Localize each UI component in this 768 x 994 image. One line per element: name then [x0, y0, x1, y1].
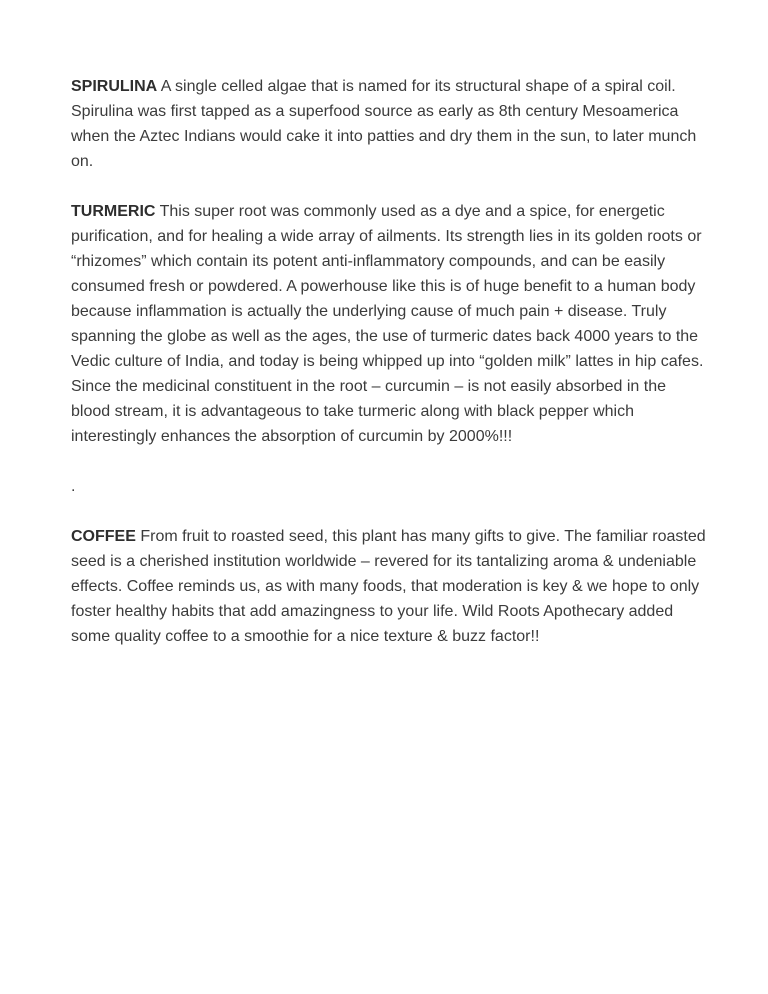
- term-spirulina: SPIRULINA: [71, 78, 158, 95]
- description-turmeric: This super root was commonly used as a dye and a spice, for energetic purification, and for healing a wide array of ailments. Its strength lies in its golden roots or “rhizomes” which contain its potent anti-inflammatory compounds, and can be easily consumed fresh or powdered. A powerhouse like this is of huge benefit to a human body because inflammation is actually the underlying cause of much pain + disease. Truly spanning the globe as well as the ages, the use of turmeric dates back 4000 years to the Vedic culture of India, and today is being whipped up into “golden milk” lattes in hip cafes. Since the medicinal constituent in the root – curcumin – is not easily absorbed in the blood stream, it is advantageous to take turmeric along with black pepper which interestingly enhances the absorption of curcumin by 2000%!!!: [71, 203, 704, 445]
- paragraph-spirulina: [71, 74, 707, 174]
- term-coffee: COFFEE: [71, 528, 136, 545]
- description-coffee: From fruit to roasted seed, this plant has many gifts to give. The familiar roasted seed is a cherished institution worldwide – revered for its tantalizing aroma & undeniable effects. Coffee reminds us, as with many foods, that moderation is key & we hope to only foster healthy habits that add amazingness to your life. Wild Roots Apothecary added some quality coffee to a smoothie for a nice texture & buzz factor!!: [71, 528, 706, 645]
- term-turmeric: TURMERIC: [71, 203, 156, 220]
- paragraph-coffee: [71, 524, 707, 649]
- document-body: [71, 74, 707, 674]
- description-spirulina: A single celled algae that is named for its structural shape of a spiral coil. Spirulina was first tapped as a superfood source as early as 8th century Mesoamerica when the Aztec Indians would cake it into patties and dry them in the sun, to later munch on.: [71, 78, 697, 170]
- separator-dot: .: [71, 478, 76, 495]
- paragraph-turmeric: [71, 199, 707, 449]
